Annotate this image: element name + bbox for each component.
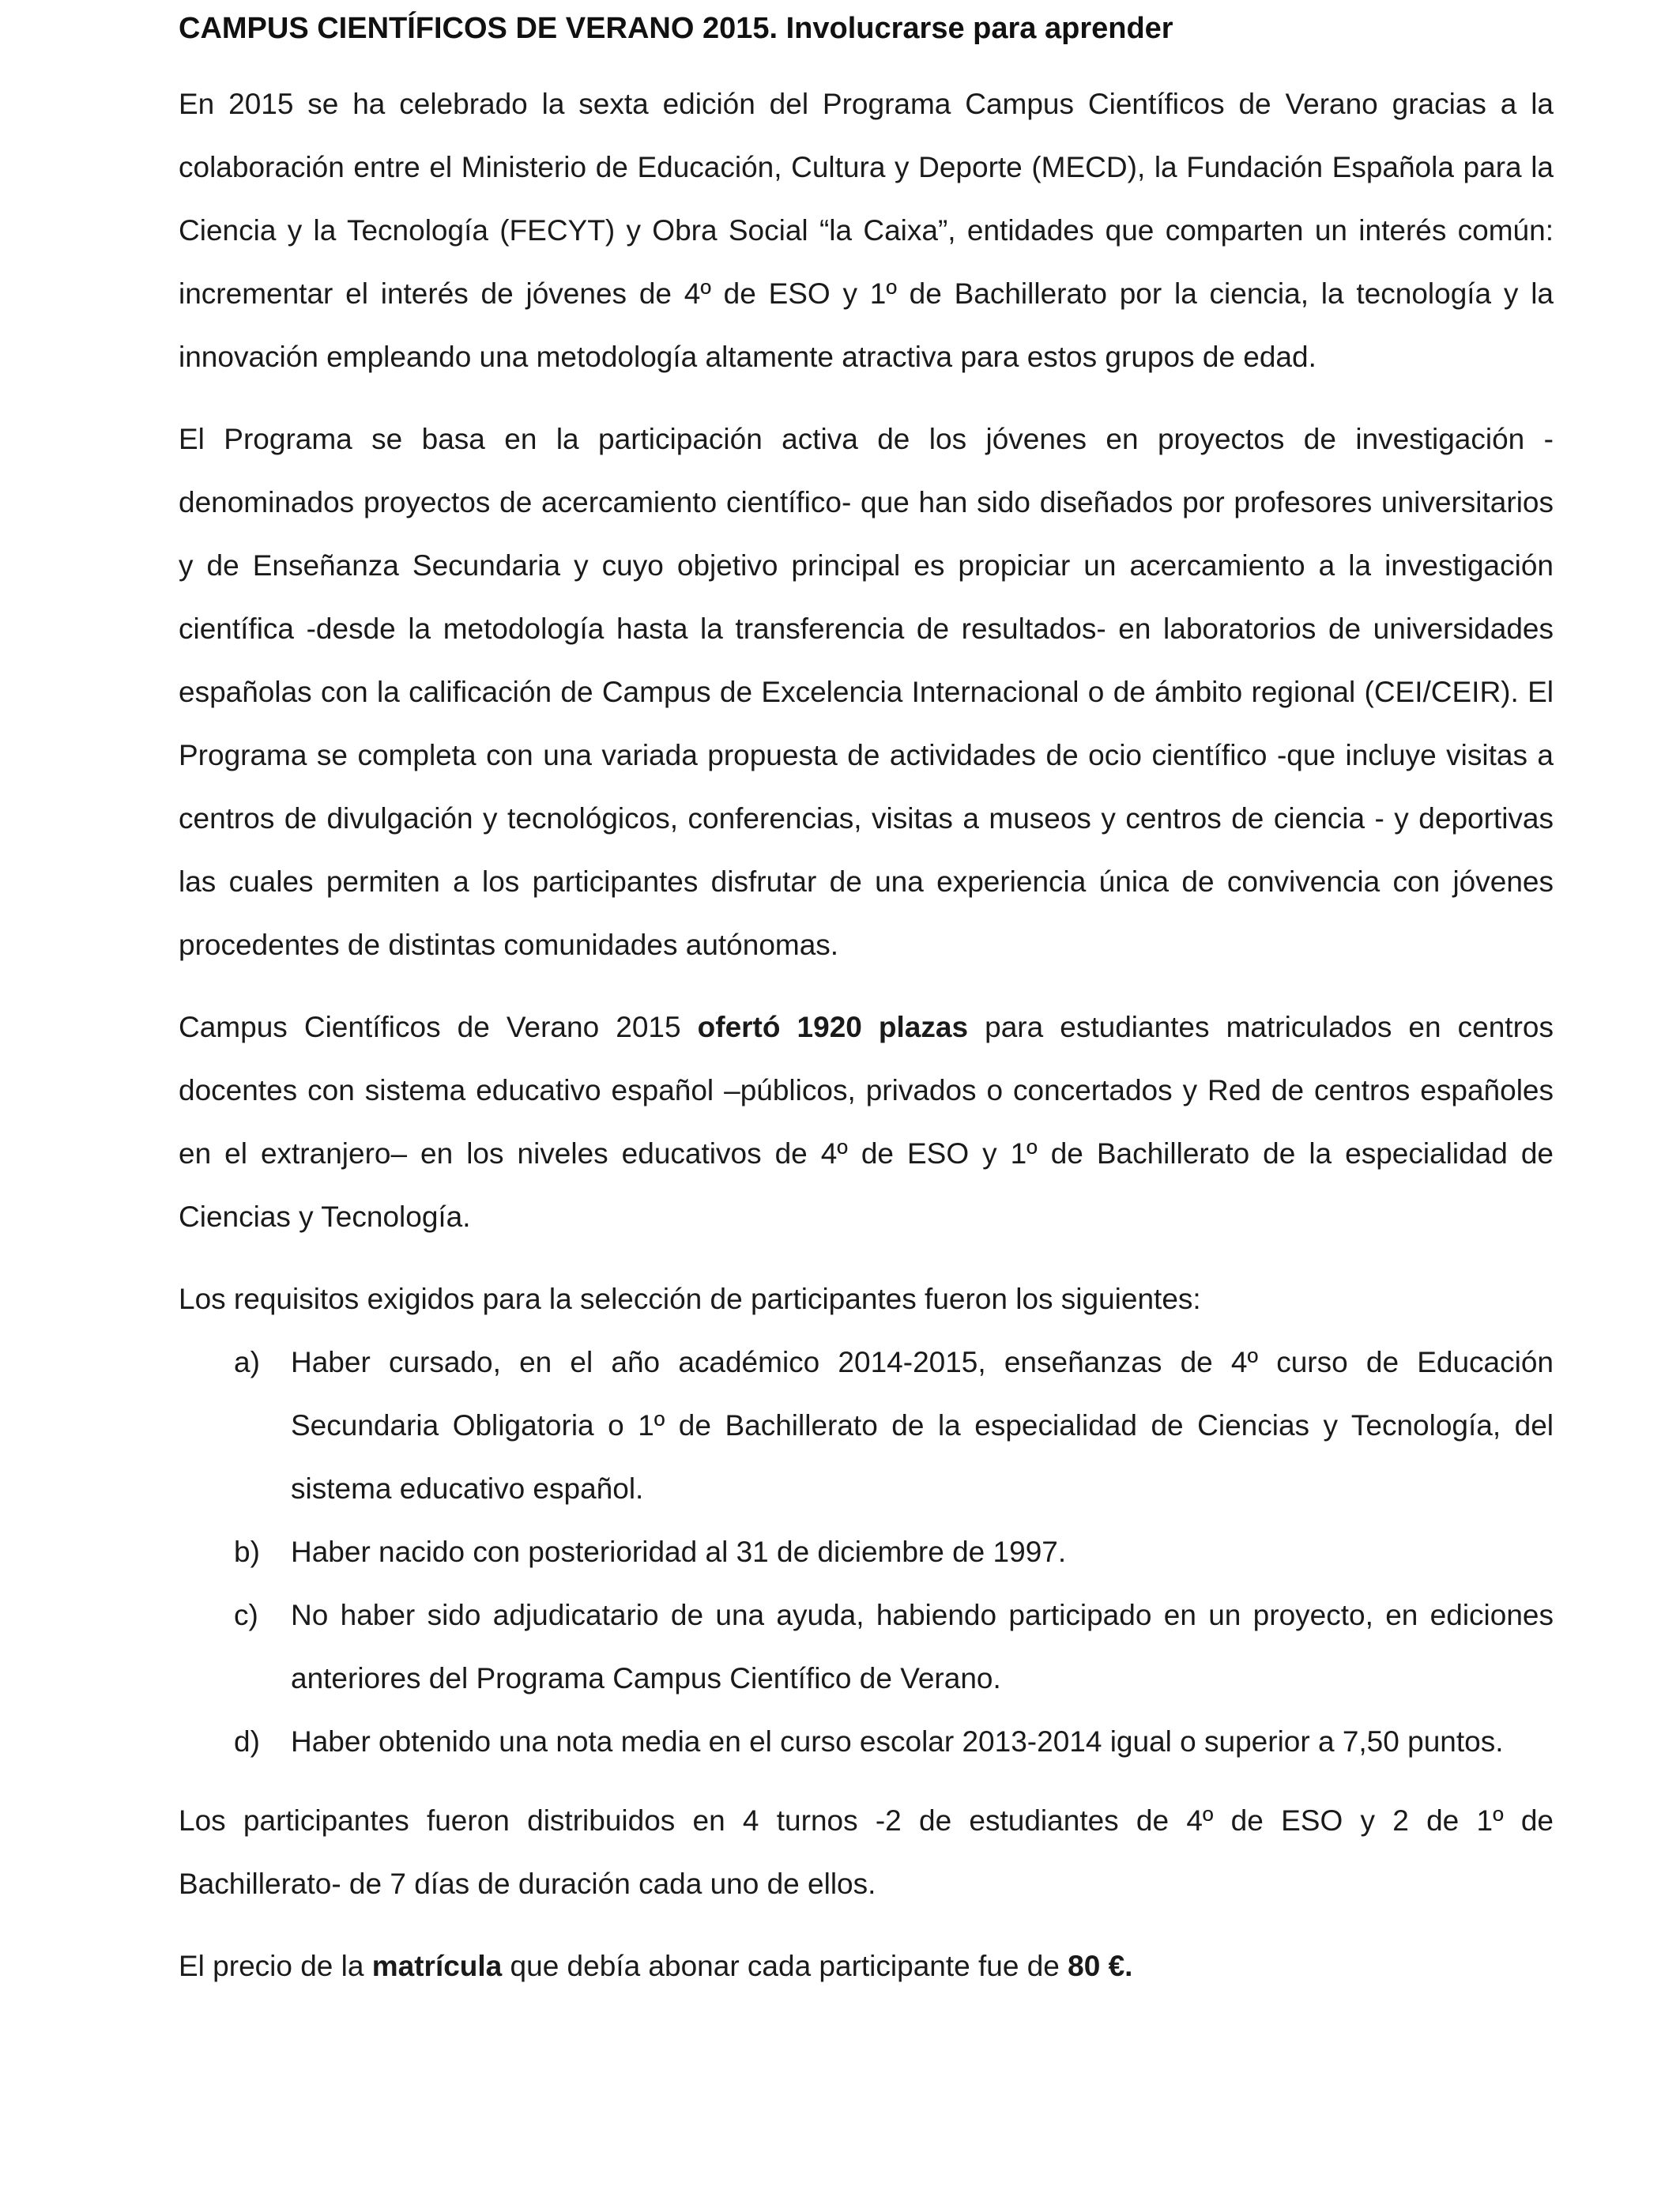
requirements-list	[179, 1331, 1554, 1774]
paragraph-price	[179, 1935, 1554, 1998]
paragraph-program: El Programa se basa en la participación activa de los jóvenes en proyectos de investigación - denominados proyectos de acercamiento científico- que han sido diseñados por profesores universitarios y de Enseñanza Secundaria y cuyo objetivo principal es propiciar un acercamiento a la investigación científica -desde la metodología hasta la transferencia de resultados- en laboratorios de universidades españolas con la calificación de Campus de Excelencia Internacional o de ámbito regional (CEI/CEIR). El Programa se completa con una variada propuesta de actividades de ocio científico -que incluye visitas a centros de divulgación y tecnológicos, conferencias, visitas a museos y centros de ciencia - y deportivas las cuales permiten a los participantes disfrutar de una experiencia única de convivencia con jóvenes procedentes de distintas comunidades autónomas.	[179, 423, 1554, 961]
price-text-start: El precio de la	[179, 1950, 372, 1982]
requirement-text: Haber cursado, en el año académico 2014-2015, enseñanzas de 4º curso de Educación Secundaria Obligatoria o 1º de Bachillerato de la especialidad de Ciencias y Tecnología, del sistema educativo español.	[291, 1346, 1554, 1505]
requirement-text: No haber sido adjudicatario de una ayuda, habiendo participado en un proyecto, en ediciones anteriores del Programa Campus Científico de Verano.	[291, 1599, 1554, 1695]
paragraph-requirements-intro: Los requisitos exigidos para la selección de participantes fueron los siguientes:	[179, 1283, 1201, 1315]
price-amount: 80 €.	[1068, 1950, 1133, 1982]
requirement-text: Haber nacido con posterioridad al 31 de diciembre de 1997.	[291, 1536, 1067, 1568]
document-page	[179, 8, 1554, 2017]
requirement-item-c	[179, 1584, 1554, 1710]
paragraph-turns: Los participantes fueron distribuidos en 4 turnos -2 de estudiantes de 4º de ESO y 2 de 1º de Bachillerato- de 7 días de duración cada uno de ellos.	[179, 1804, 1554, 1900]
list-marker: b)	[234, 1536, 260, 1568]
requirement-item-a	[179, 1331, 1554, 1521]
paragraph-places	[179, 996, 1554, 1249]
places-text-end: para estudiantes matriculados en centros docentes con sistema educativo español –públicos, privados o concertados y Red de centros españoles en el extranjero– en los niveles educativos de 4º de ESO y 1º de Bachillerato de la especialidad de Ciencias y Tecnología.	[179, 1011, 1554, 1233]
requirement-item-d	[179, 1710, 1554, 1774]
requirement-text: Haber obtenido una nota media en el curso escolar 2013-2014 igual o superior a 7,50 puntos.	[291, 1725, 1504, 1758]
list-marker: c)	[234, 1599, 258, 1631]
list-marker: d)	[234, 1725, 260, 1758]
paragraph-intro: En 2015 se ha celebrado la sexta edición del Programa Campus Científicos de Verano gracias a la colaboración entre el Ministerio de Educación, Cultura y Deporte (MECD), la Fundación Española para la Ciencia y la Tecnología (FECYT) y Obra Social “la Caixa”, entidades que comparten un interés común: incrementar el interés de jóvenes de 4º de ESO y 1º de Bachillerato por la ciencia, la tecnología y la innovación empleando una metodología altamente atractiva para estos grupos de edad.	[179, 88, 1554, 373]
places-text-start: Campus Científicos de Verano 2015	[179, 1011, 698, 1043]
price-text-mid: que debía abonar cada participante fue de	[502, 1950, 1068, 1982]
places-highlight: ofertó 1920 plazas	[697, 1011, 969, 1043]
requirement-item-b	[179, 1521, 1554, 1584]
price-keyword: matrícula	[371, 1950, 503, 1982]
list-marker: a)	[234, 1346, 260, 1378]
document-title: CAMPUS CIENTÍFICOS DE VERANO 2015. Involucrarse para aprender	[179, 12, 1173, 45]
